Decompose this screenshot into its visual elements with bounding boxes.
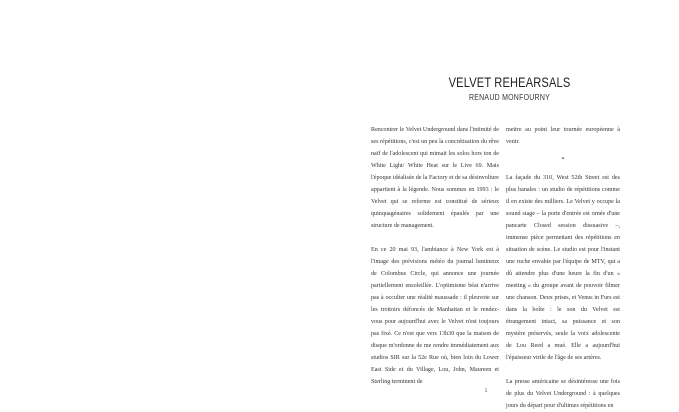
paragraph: La façade du 310, West 52th Street est des plus banales : un studio de répétitions comme il en existe des milliers. Le Velvet y occupe la sound stage – la porte d'entrée est ornée d'une pancarte Closed session dissuasive –, immense pièce permettant des répétitions en situation de scène. Le studio est pour l'instant une ruche envahie par l'équipe de MTV, qui a dû attendre plus d'une heure la fin d'un « meeting » du groupe avant de pouvoir filmer une chanson. Deux prises, et Venus in Furs est dans la boîte : le son du Velvet est étrangement intact, sa puissance et son mystère préservés, seule la voix adolescente de Lou Reed a mué. Elle a aujourd'hui l'épaisseur virile de l'âge de ses artères. — [506, 175, 620, 361]
left-text-column — [371, 124, 499, 388]
paragraph: Rencontrer le Velvet Underground dans l'intimité de ses répétitions, c'est un peu la concrétisation du rêve naïf de l'adolescent qui mimait les solos hors ton de White Light/ White Heat sur le Live 69. Mais l'époque idéalisée de la Factory et de sa désinvolture appartient à la légende. Nous sommes en 1993 : le Velvet qui se reforme est constitué de sérieux quinquagénaires solidement épaulés par une structure de management. — [371, 127, 500, 229]
article-heading — [340, 76, 679, 103]
article-title: VELVET REHEARSALS — [448, 75, 571, 90]
article-author: RENAUD MONFOURNY — [468, 93, 551, 102]
paragraph: En ce 20 mai 93, l'ambiance à New York est à l'image des prévisions météo du journal lumineux de Colombus Circle, qui annonce une journée partiellement ensoleillée. L'optimisme béat n'arrive pas à occulter une réalité maussade : il pleuvote sur les trottoirs défoncés de Manhattan et le rendez-vous pour aujourd'hui avec le Velvet n'est toujours pas fixé. Ce n'est que vers 13h30 que la maison de disque m'ordonne de me rendre immédiatement aux studios SIR sur la 52e Rue où, bien loin du Lower East Side et du Village, Lou, John, Maureen et Sterling terminent de — [371, 247, 499, 385]
page-number: 5 — [484, 388, 488, 394]
right-text-column — [506, 124, 620, 412]
paragraph-continuation: mettre au point leur tournée européenne à venir. — [506, 127, 620, 145]
section-separator: * — [561, 157, 565, 163]
paragraph: La presse américaine se désintéresse une fois de plus du Velvet Underground : à quelques jours du départ pour d'ultimes répétitions en — [506, 379, 620, 409]
